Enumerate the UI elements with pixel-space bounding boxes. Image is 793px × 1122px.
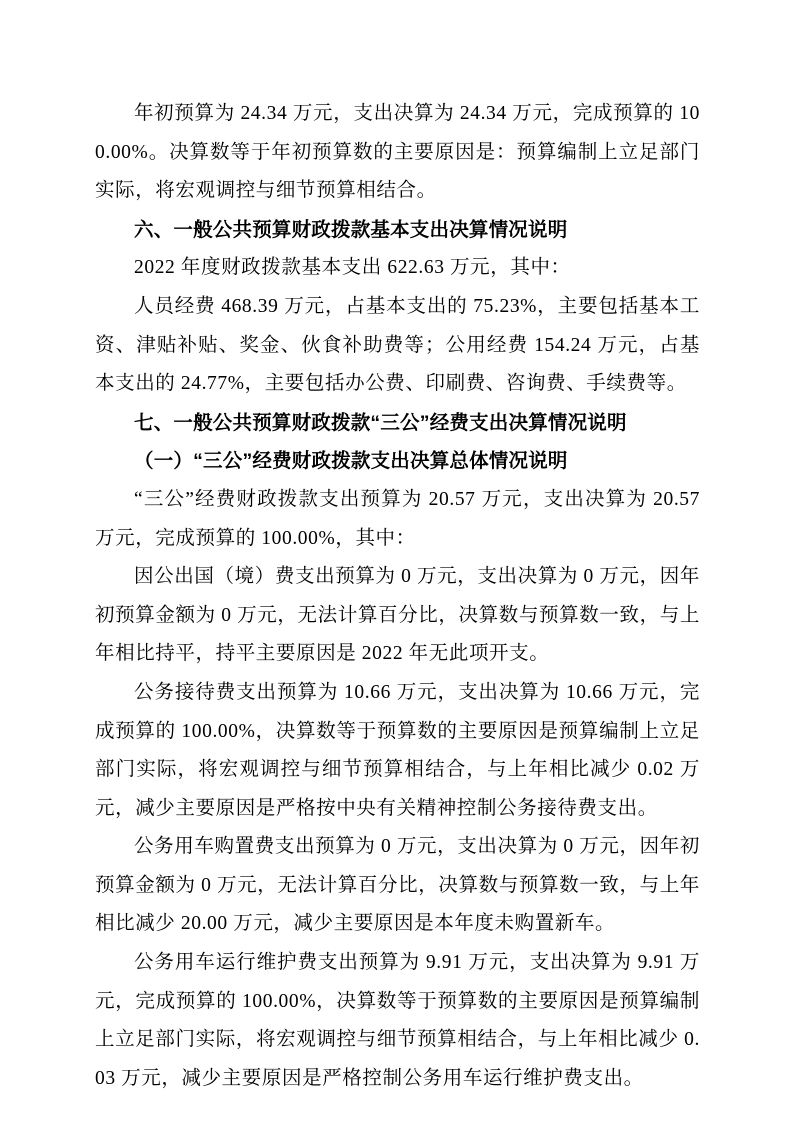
paragraph-vehicle-purchase: 公务用车购置费支出预算为 0 万元，支出决算为 0 万元，因年初预算金额为 0 万元，无法计算百分比，决算数与预算数一致，与上年相比减少 20.00 万元，减少主要原因是本年度未购置新车。	[95, 836, 700, 935]
paragraph-personnel-public-funds: 人员经费 468.39 万元，占基本支出的 75.23%，主要包括基本工资、津贴补贴、奖金、伙食补助费等；公用经费 154.24 万元，占基本支出的 24.77%，主要包括办公费、印刷费、咨询费、手续费等。	[95, 295, 700, 395]
section-heading-seven: 七、一般公共预算财政拨款“三公”经费支出决算情况说明	[134, 411, 627, 434]
paragraph-sangong-overview: “三公”经费财政拨款支出预算为 20.57 万元，支出决算为 20.57 万元，完成预算的 100.00%，其中：	[95, 488, 700, 549]
paragraph-basic-expenditure-total: 2022 年度财政拨款基本支出 622.63 万元，其中：	[134, 257, 571, 279]
paragraph-official-reception: 公务接待费支出预算为 10.66 万元，支出决算为 10.66 万元，完成预算的 100.00%，决算数等于预算数的主要原因是预算编制上立足部门实际，将宏观调控与细节预算相结合，与上年相比减少 0.02 万元，减少主要原因是严格按中央有关精神控制公务接待费支出。	[95, 681, 700, 819]
section-heading-six: 六、一般公共预算财政拨款基本支出决算情况说明	[134, 218, 568, 241]
paragraph-vehicle-maintenance: 公务用车运行维护费支出预算为 9.91 万元，支出决算为 9.91 万元，完成预算的 100.00%，决算数等于预算数的主要原因是预算编制上立足部门实际，将宏观调控与细节预算相结合，与上年相比减少 0.03 万元，减少主要原因是严格控制公务用车运行维护费支出。	[95, 952, 700, 1089]
subsection-heading-seven-one: （一）“三公”经费财政拨款支出决算总体情况说明	[134, 450, 568, 473]
paragraph-overseas-trips: 因公出国（境）费支出预算为 0 万元，支出决算为 0 万元，因年初预算金额为 0 万元，无法计算百分比，决算数与预算数一致，与上年相比持平，持平主要原因是 2022 年无此项开支。	[95, 566, 700, 665]
paragraph-budget-completion: 年初预算为 24.34 万元，支出决算为 24.34 万元，完成预算的 100.00%。决算数等于年初预算数的主要原因是：预算编制上立足部门实际，将宏观调控与细节预算相结合。	[95, 103, 700, 202]
